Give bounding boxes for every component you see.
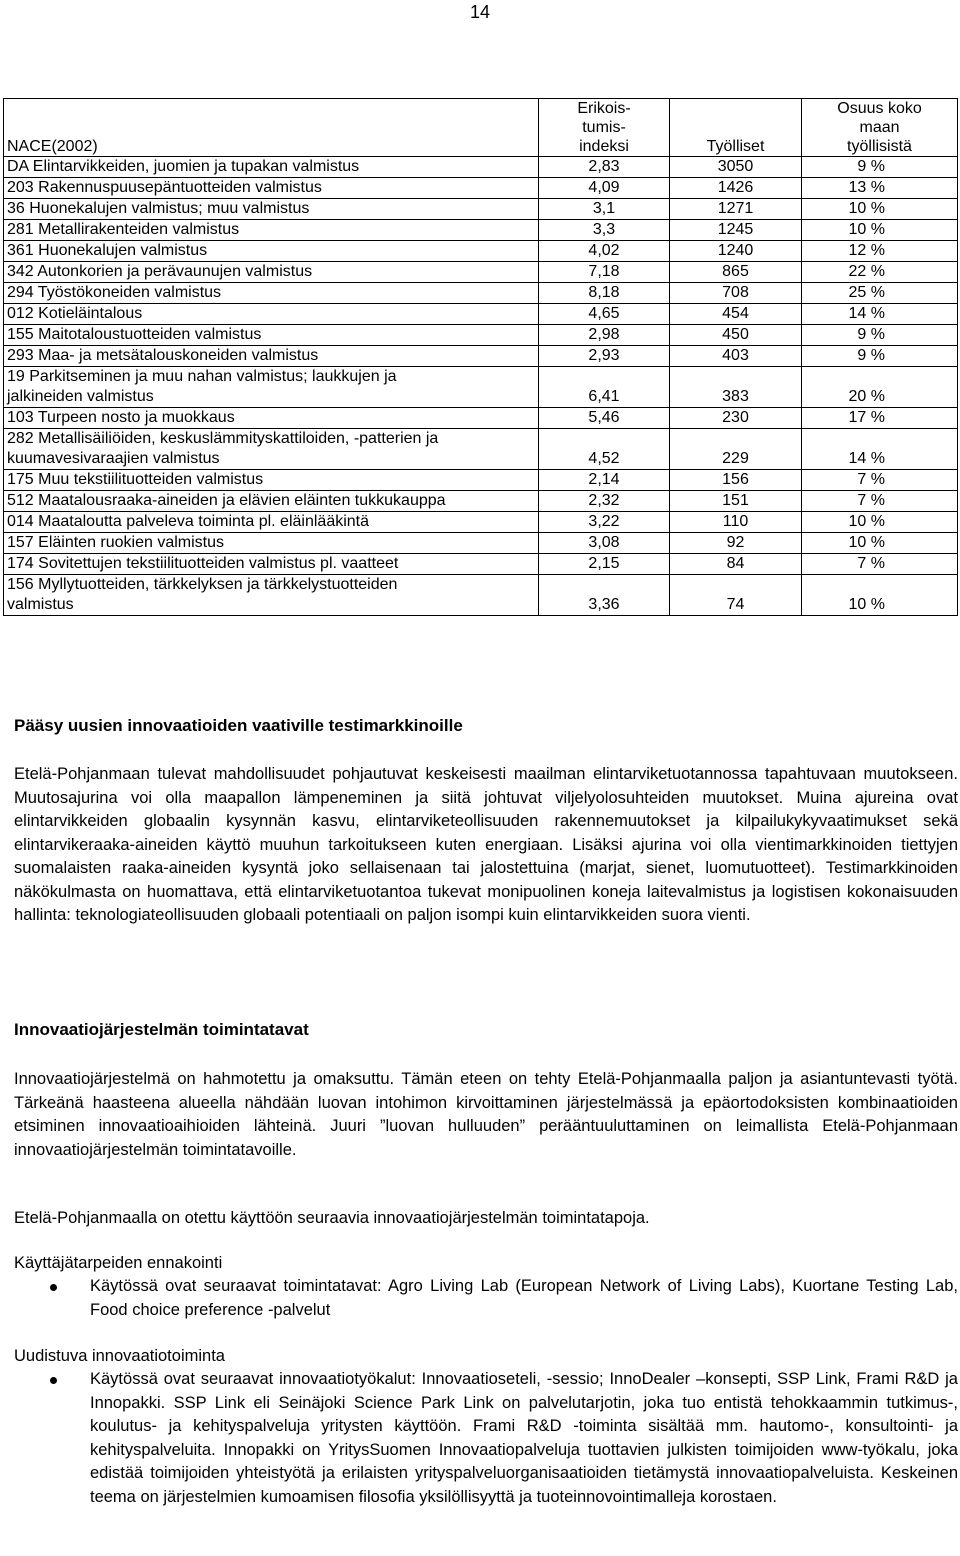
cell-nace-line: 175 Muu tekstiilituotteiden valmistus: [7, 471, 264, 488]
cell-nace: [4, 178, 539, 199]
table-row: [4, 157, 958, 178]
table-header-row: [4, 99, 958, 157]
cell-nace-line: 361 Huonekalujen valmistus: [7, 242, 208, 259]
cell-nace: [4, 491, 539, 512]
table-row: [4, 304, 958, 325]
cell-share: 12 %: [802, 241, 958, 262]
cell-nace-line: 294 Työstökoneiden valmistus: [7, 284, 222, 301]
cell-index: 2,98: [539, 325, 670, 346]
cell-share: 10 %: [802, 512, 958, 533]
table-row: [4, 283, 958, 304]
cell-index: 3,22: [539, 512, 670, 533]
header-index-line: tumis-: [582, 119, 626, 136]
cell-index: 4,52: [539, 429, 670, 470]
cell-nace-line: 156 Myllytuotteiden, tärkkelyksen ja tärkkelystuotteiden: [7, 576, 398, 593]
cell-index: 4,65: [539, 304, 670, 325]
bullet-icon: [50, 1284, 57, 1291]
cell-nace-line: 103 Turpeen nosto ja muokkaus: [7, 409, 235, 426]
cell-nace: [4, 304, 539, 325]
header-nace: NACE(2002): [4, 99, 539, 157]
cell-nace-line: 203 Rakennuspuusepäntuotteiden valmistus: [7, 179, 322, 196]
cell-employees: 230: [670, 408, 802, 429]
cell-index: 2,93: [539, 346, 670, 367]
bullet-list-user-needs: [14, 1275, 958, 1322]
table-row: [4, 325, 958, 346]
cell-nace-line: 293 Maa- ja metsätalouskoneiden valmistus: [7, 347, 319, 364]
cell-share: 13 %: [802, 178, 958, 199]
cell-employees: 151: [670, 491, 802, 512]
section-heading-innovation-system: Innovaatiojärjestelmän toimintatavat: [14, 1020, 309, 1039]
intro-sentence: Etelä-Pohjanmaalla on otettu käyttöön seuraavia innovaatiojärjestelmän toimintatapoja.: [14, 1209, 650, 1227]
table-row: [4, 178, 958, 199]
cell-nace-line: 155 Maitotaloustuotteiden valmistus: [7, 326, 262, 343]
cell-nace: [4, 512, 539, 533]
cell-employees: 229: [670, 429, 802, 470]
cell-nace: [4, 220, 539, 241]
cell-nace: [4, 325, 539, 346]
header-share: [802, 99, 958, 157]
section-paragraph-innovation-system: [14, 1068, 958, 1162]
table-row: [4, 533, 958, 554]
cell-nace-line: 014 Maataloutta palveleva toiminta pl. eläinlääkintä: [7, 513, 370, 530]
cell-share: 7 %: [802, 491, 958, 512]
cell-employees: 74: [670, 575, 802, 616]
cell-employees: 1426: [670, 178, 802, 199]
cell-share: 9 %: [802, 346, 958, 367]
header-share-line: työllisistä: [847, 138, 912, 155]
cell-index: 3,1: [539, 199, 670, 220]
cell-nace: [4, 367, 539, 408]
cell-index: 3,36: [539, 575, 670, 616]
subheading-user-needs: Käyttäjätarpeiden ennakointi: [14, 1254, 223, 1272]
industry-table: [3, 98, 958, 616]
cell-nace: [4, 346, 539, 367]
table-row: [4, 470, 958, 491]
cell-nace: [4, 199, 539, 220]
table-row: [4, 367, 958, 408]
cell-nace: [4, 554, 539, 575]
table-row: [4, 408, 958, 429]
cell-nace: [4, 408, 539, 429]
cell-employees: 156: [670, 470, 802, 491]
cell-employees: 403: [670, 346, 802, 367]
table-row: [4, 262, 958, 283]
cell-nace-line: 157 Eläinten ruokien valmistus: [7, 534, 225, 551]
cell-share: 25 %: [802, 283, 958, 304]
cell-share: 10 %: [802, 533, 958, 554]
cell-index: 4,02: [539, 241, 670, 262]
cell-index: 5,46: [539, 408, 670, 429]
paragraph: Innovaatiojärjestelmä on hahmotettu ja omaksuttu. Tämän eteen on tehty Etelä-Pohjanmaalla paljon ja asiantuntevasti työtä. Tärkeänä haasteena alueella nähdään luovan intohimon kirvoittaminen järjestelmässä ja epäortodoksisten kombinaatioiden etsiminen innovaatioaihioiden lähteinä. Juuri ”luovan hulluuden” perääntuuluttaminen on leimallista Etelä-Pohjanmaan innovaatiojärjestelmän toimintatavoille.: [14, 1070, 958, 1159]
cell-index: 2,14: [539, 470, 670, 491]
cell-share: 9 %: [802, 157, 958, 178]
table-row: [4, 575, 958, 616]
cell-index: 4,09: [539, 178, 670, 199]
subheading-innovation-activity: Uudistuva innovaatiotoiminta: [14, 1347, 225, 1365]
cell-employees: 1271: [670, 199, 802, 220]
cell-nace-line: valmistus: [7, 596, 74, 613]
cell-nace-line: 342 Autonkorien ja perävaunujen valmistus: [7, 263, 313, 280]
header-index-line: Erikois-: [577, 100, 631, 117]
cell-share: 17 %: [802, 408, 958, 429]
cell-index: 2,32: [539, 491, 670, 512]
cell-employees: 1245: [670, 220, 802, 241]
cell-nace-line: 281 Metallirakenteiden valmistus: [7, 221, 240, 238]
cell-employees: 708: [670, 283, 802, 304]
header-employees: Työlliset: [670, 99, 802, 157]
bullet-text: Käytössä ovat seuraavat toimintatavat: Agro Living Lab (European Network of Living Labs), Kuortane Testing Lab, Food choice preference -palvelut: [90, 1277, 958, 1319]
cell-nace-line: 174 Sovitettujen tekstiilituotteiden valmistus pl. vaatteet: [7, 555, 399, 572]
cell-nace-line: 19 Parkitseminen ja muu nahan valmistus; laukkujen ja: [7, 368, 397, 385]
cell-index: 3,08: [539, 533, 670, 554]
cell-employees: 865: [670, 262, 802, 283]
cell-employees: 1240: [670, 241, 802, 262]
cell-share: 14 %: [802, 304, 958, 325]
section-heading-test-markets: Pääsy uusien innovaatioiden vaativille testimarkkinoille: [14, 716, 463, 735]
cell-nace-line: 282 Metallisäiliöiden, keskuslämmityskattiloiden, -patterien ja: [7, 430, 439, 447]
header-index-line: indeksi: [579, 138, 629, 155]
bullet-text: Käytössä ovat seuraavat innovaatiotyökalut: Innovaatioseteli, -sessio; InnoDealer –konsepti, SSP Link, Frami R&D ja Innopakki. SSP Link eli Seinäjoki Science Park Link on palvelutarjotin, joka tuo entistä tehokkaammin tutkimus-, koulutus- ja kehityspalveluja yritysten käyttöön. Frami R&D -toiminta sisältää mm. hautomo-, konsultointi- ja kehityspalveluita. Innopakki on YritysSuomen Innovaatiopalveluja tuottavien julkisten toimijoiden www-työkalu, joka edistää toimijoiden yhteistyötä ja erilaisten yrityspalveluorganisaatioiden tietämystä innovaatiopalveluista. Keskeinen teema on järjestelmien kumoamisen filosofia yksilöllisyyttä ja tuoteinnovointimalleja korostaen.: [90, 1370, 958, 1506]
cell-nace: [4, 262, 539, 283]
cell-nace: [4, 533, 539, 554]
table-row: [4, 512, 958, 533]
cell-index: 7,18: [539, 262, 670, 283]
cell-share: 20 %: [802, 367, 958, 408]
table-row: [4, 429, 958, 470]
cell-share: 10 %: [802, 199, 958, 220]
cell-nace-line: jalkineiden valmistus: [7, 388, 154, 405]
cell-employees: 110: [670, 512, 802, 533]
cell-share: 7 %: [802, 470, 958, 491]
cell-share: 22 %: [802, 262, 958, 283]
list-item: [14, 1368, 958, 1509]
section-paragraph-test-markets: [14, 763, 958, 928]
table-row: [4, 554, 958, 575]
paragraph: Etelä-Pohjanmaan tulevat mahdollisuudet pohjautuvat keskeisesti maailman elintarviketuotannossa tapahtuvaan muutokseen. Muutosajurina voi olla maapallon lämpeneminen ja siitä johtuvat viljelyolosuhteiden muutokset. Muina ajureina ovat elintarvikkeiden globaalin kysynnän kasvu, elintarviketeollisuuden rakennemuutokset ja kilpailukykyvaatimukset sekä elintarvikeraaka-aineiden käyttö muuhun tarkoitukseen kuten energiaan. Lisäksi ajurina voi olla vientimarkkinoiden tiettyjen suomalaisten raaka-aineiden kysyntä joko sellaisenaan tai jalostettuina (marjat, sienet, luomutuotteet). Testimarkkinoiden näkökulmasta on huomattava, että elintarviketuotantoa tukevat monipuolinen koneja laitevalmistus ja logistisen kokonaisuuden hallinta: teknologiateollisuuden globaali potentiaali on paljon isompi kuin elintarvikkeiden suora vienti.: [14, 765, 958, 924]
cell-employees: 84: [670, 554, 802, 575]
cell-nace: [4, 429, 539, 470]
cell-nace-line: 36 Huonekalujen valmistus; muu valmistus: [7, 200, 310, 217]
header-share-line: Osuus koko: [837, 100, 922, 117]
table-row: [4, 346, 958, 367]
cell-share: 10 %: [802, 575, 958, 616]
cell-employees: 450: [670, 325, 802, 346]
bullet-list-innovation-activity: [14, 1368, 958, 1509]
cell-nace: [4, 470, 539, 491]
cell-index: 8,18: [539, 283, 670, 304]
cell-share: 7 %: [802, 554, 958, 575]
cell-employees: 383: [670, 367, 802, 408]
cell-nace-line: DA Elintarvikkeiden, juomien ja tupakan valmistus: [7, 158, 360, 175]
cell-share: 9 %: [802, 325, 958, 346]
cell-nace: [4, 575, 539, 616]
page-number: 14: [469, 2, 491, 22]
table-row: [4, 199, 958, 220]
table-row: [4, 220, 958, 241]
table-body: [4, 157, 958, 616]
cell-index: 3,3: [539, 220, 670, 241]
cell-nace: [4, 241, 539, 262]
cell-employees: 92: [670, 533, 802, 554]
cell-index: 6,41: [539, 367, 670, 408]
cell-share: 10 %: [802, 220, 958, 241]
header-index: [539, 99, 670, 157]
cell-nace-line: 512 Maatalousraaka-aineiden ja elävien eläinten tukkukauppa: [7, 492, 446, 509]
header-share-line: maan: [859, 119, 900, 136]
table-row: [4, 491, 958, 512]
bullet-icon: [50, 1377, 57, 1384]
list-item: [14, 1275, 958, 1322]
cell-nace-line: kuumavesivaraajien valmistus: [7, 450, 220, 467]
cell-employees: 454: [670, 304, 802, 325]
cell-nace-line: 012 Kotieläintalous: [7, 305, 143, 322]
cell-nace: [4, 283, 539, 304]
cell-index: 2,83: [539, 157, 670, 178]
table-row: [4, 241, 958, 262]
cell-share: 14 %: [802, 429, 958, 470]
cell-nace: [4, 157, 539, 178]
cell-index: 2,15: [539, 554, 670, 575]
cell-employees: 3050: [670, 157, 802, 178]
